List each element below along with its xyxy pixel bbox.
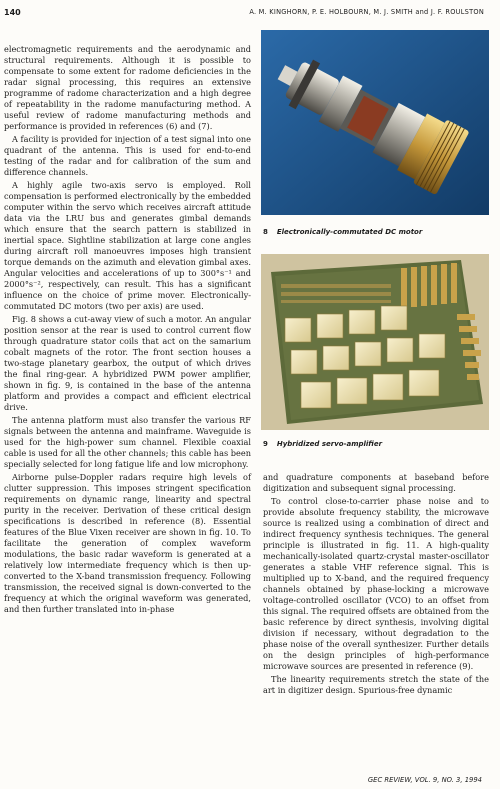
paragraph: The linearity requirements stretch the state of the art in digitizer design. Spurious-free dynamic [263, 674, 489, 695]
figure-9-caption [263, 440, 382, 448]
paragraph: Fig. 8 shows a cut-away view of such a motor. An angular position sensor at the rear is used to control current flow through quadrature stator coils that act on the samarium cobalt magnets of the rotor. The front section houses a two-stage planetary gearbox, the output of which drives the final ring-gear. A hybridized PWM power amplifier, shown in fig. 9, is contained in the base of the antenna platform and provides a compact and efficient electrical drive. [4, 314, 251, 412]
servo-amplifier-illustration [261, 254, 489, 430]
authors-line: A. M. KINGHORN, P. E. HOLBOURN, M. J. SMITH and J. F. ROULSTON [249, 8, 484, 16]
paragraph: A facility is provided for injection of a test signal into one quadrant of the antenna. This is used for end-to-end testing of the radar and for calibration of the sum and difference channels. [4, 134, 251, 177]
caption-text: Electronically-commutated DC motor [276, 228, 423, 236]
paragraph: To control close-to-carrier phase noise and to provide absolute frequency stability, the microwave source is realized using a combination of direct and indirect frequency synthesis techniques. The general principle is illustrated in fig. 11. A high-quality mechanically-isolated quartz-crystal master-oscillator generates a stable VHF reference signal. This is multiplied up to X-band, and the required frequency channels obtained by phase-locking a microwave voltage-controlled oscillator (VCO) to an offset from this signal. The required offsets are obtained from the basic reference by direct synthesis, involving digital division if necessary, without degradation to the phase noise of the overall synthesizer. Further details on the design principles of high-performance microwave sources are presented in reference (9). [263, 496, 489, 671]
paragraph: The antenna platform must also transfer the various RF signals between the antenna and mainframe. Waveguide is used for the high-power sum channel. Flexible coaxial cable is used for all the other channels; this cable has been specially selected for long fatigue life and low microphony. [4, 415, 251, 469]
caption-text: Hybridized servo-amplifier [276, 440, 383, 448]
figure-8-caption [263, 228, 422, 236]
paragraph: Airborne pulse-Doppler radars require high levels of clutter suppression. This imposes stringent specification requirements on dynamic range, linearity and spectral purity in the receiver. Derivation of these critical design specifications is described in reference (8). Essential features of the Blue Vixen receiver are shown in fig. 10. To facilitate the generation of complex waveform modulations, the basic radar waveform is generated at a relatively low intermediate frequency which is then up-converted to the X-band transmission frequency. Following transmission, the received signal is down-converted to the frequency at which the original waveform was generated, and then further translated into in-phase [4, 472, 251, 614]
page-number: 140 [4, 8, 21, 17]
running-header [4, 8, 484, 20]
dc-motor-illustration [261, 30, 489, 215]
right-column [263, 472, 489, 698]
figure-9-amplifier-photo [261, 254, 489, 430]
paragraph: A highly agile two-axis servo is employed. Roll compensation is performed electronically by the embedded computer within the servo which receives aircraft attitude data via the LRU bus and generates gimbal demands which ensure that the search pattern is stabilized in inertial space. Sightline stabilization at large cone angles during aircraft roll manoeuvres imposes high transient torque demands on the azimuth and elevation gimbal axes. Angular velocities and accelerations of up to 300°s⁻¹ and 2000°s⁻², respectively, can result. This has a significant influence on the choice of prime mover. Electronically-commutated DC motors (two per axis) are used. [4, 180, 251, 311]
figure-8-motor-photo [261, 30, 489, 215]
figure-number: 9 [263, 440, 268, 448]
journal-footer: GEC REVIEW, VOL. 9, NO. 3, 1994 [367, 776, 482, 784]
figure-number: 8 [263, 228, 268, 236]
paragraph: and quadrature components at baseband before digitization and subsequent signal processing. [263, 472, 489, 493]
left-column [4, 44, 251, 617]
paragraph: electromagnetic requirements and the aerodynamic and structural requirements. Although it is possible to compensate to some extent for radome deficiencies in the radar signal processing, this requires an extensive programme of radome characterization and a high degree of repeatability in the radome manufacturing method. A useful review of radome manufacturing methods and performance is provided in references (6) and (7). [4, 44, 251, 131]
